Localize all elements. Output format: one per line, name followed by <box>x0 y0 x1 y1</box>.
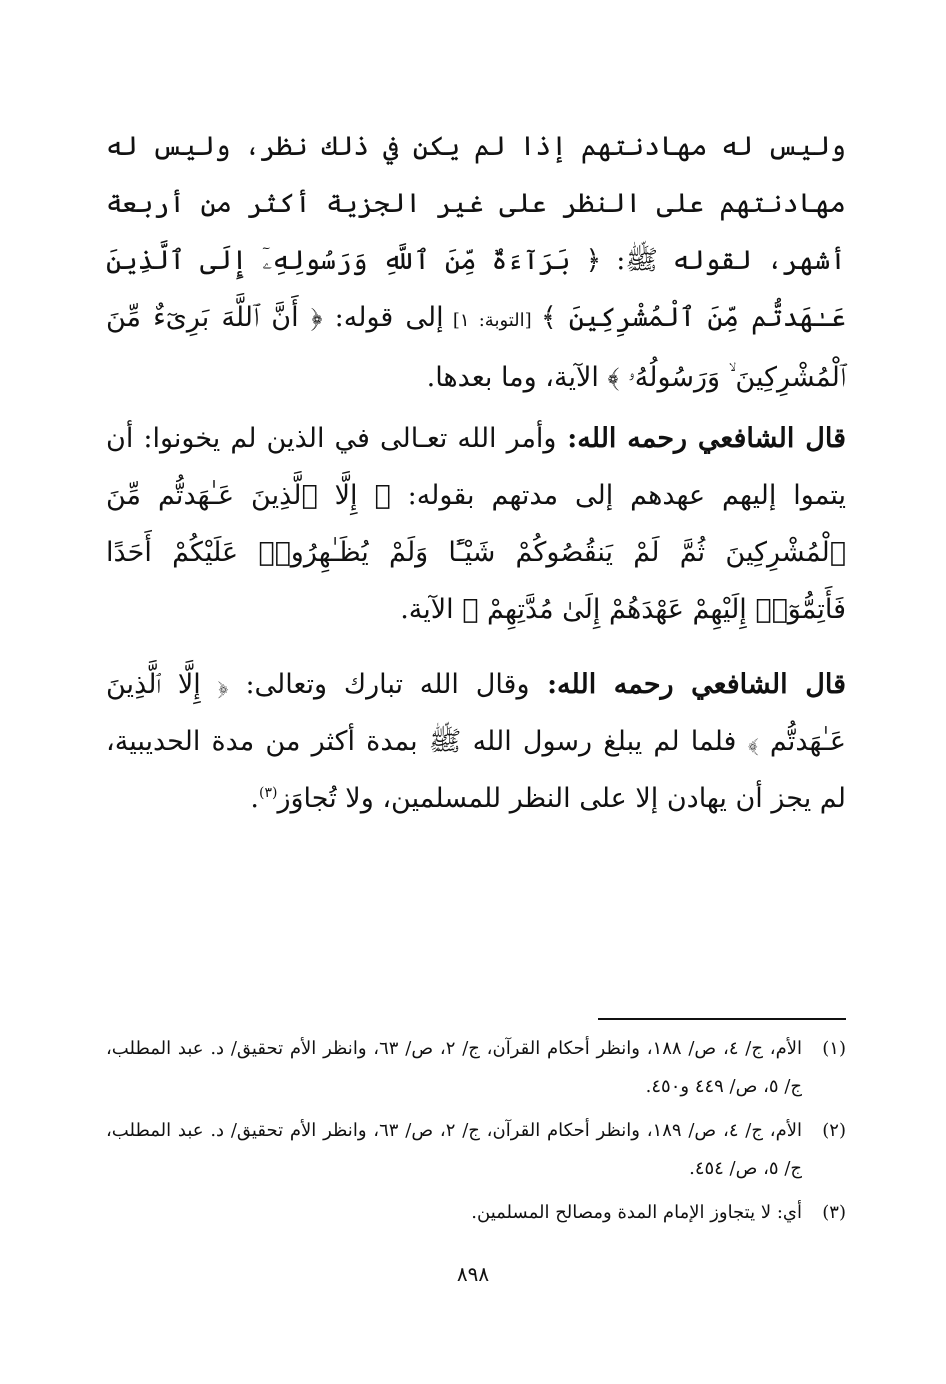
paragraph-2-lead: قال الشافعي رحمه الله: <box>556 423 846 454</box>
paragraph-3-end: . <box>250 783 259 814</box>
quran-quote-3: ﴿ إِلَّا ٱلَّذِينَ عَـٰهَدتُّم مِّنَ ٱلْمُشْرِكِينَ ثُمَّ لَمْ يَنقُصُوكُمْ شَيْـًٔا وَلَمْ يُظَـٰهِرُوا۟ عَلَيْكُمْ أَحَدًا فَأَتِمُّوٓا۟ إِلَيْهِمْ عَهْدَهُمْ إِلَىٰ مُدَّتِهِمْ ﴾ <box>106 480 846 625</box>
quran-quote-2: ﴿ أَنَّ ٱللَّهَ بَرِىٓءٌ مِّنَ ٱلْمُشْرِكِينَ ۙ وَرَسُولُهُۥ ﴾ <box>106 302 846 393</box>
footnote-item <box>106 1030 846 1106</box>
footnote-item <box>106 1194 846 1232</box>
footnote-text: الأم، ج/ ٤، ص/ ١٨٩، وانظر أحكام القرآن، ج/ ٢، ص/ ٦٣، وانظر الأم تحقيق/ د. عبد المطلب، ج/ ٥، ص/ ٤٥٤. <box>106 1120 802 1179</box>
paragraph-2-text-2: الآية. <box>400 594 463 625</box>
footnote-text: أي: لا يتجاوز الإمام المدة ومصالح المسلمين. <box>471 1202 802 1223</box>
paragraph-3 <box>106 656 846 827</box>
footnote-ref-3: (٣) <box>259 785 278 801</box>
paragraph-2 <box>106 410 846 638</box>
quran-quote-4: ﴿ إِلَّا ٱلَّذِينَ عَـٰهَدتُّم ﴾ <box>106 669 846 757</box>
paragraph-2-text-1: وأمر الله تعـالى في الذين لم يخونوا: أن يتموا إليهم عهدهم إلى مدتهم بقوله: <box>106 423 846 511</box>
footnote-text: الأم، ج/ ٤، ص/ ١٨٨، وانظر أحكام القرآن، ج/ ٢، ص/ ٦٣، وانظر الأم تحقيق/ د. عبد المطلب، ج/ ٥، ص/ ٤٤٩ و٤٥٠. <box>106 1038 802 1097</box>
paragraph-3-lead: قال الشافعي رحمه الله: <box>529 669 846 700</box>
paragraph-3-text-1: وقال الله تبارك وتعالى: <box>228 669 530 700</box>
footnote-separator <box>598 1018 846 1020</box>
paragraph-3-text-2: فلما لم يبلغ رسول الله ﷺ بمدة أكثر من مدة الحديبية، لم يجز أن يهادن إلا على النظر للمسلمين، ولا تُجاوَز <box>106 726 846 814</box>
footnotes <box>106 1030 846 1238</box>
footnote-number: (١) <box>822 1038 846 1059</box>
footnote-item <box>106 1112 846 1188</box>
paragraph-1-text-1: وليس له مهادنتهم إذا لم يكن في ذلك نظر، وليس له مهادنتهم على النظر على غير الجزية أكثر من أربعة أشهر، لقوله ﷺ: <box>106 131 846 276</box>
paragraph-1 <box>106 118 846 406</box>
quran-reference-1: [التوبة: ١] <box>443 310 541 331</box>
footnote-number: (٢) <box>822 1120 846 1141</box>
footnote-number: (٣) <box>822 1202 846 1223</box>
paragraph-1-text-2: إلى قوله: <box>322 302 444 333</box>
page-number: ٨٩٨ <box>456 1262 490 1286</box>
paragraph-1-text-3: الآية، وما بعدها. <box>426 362 608 393</box>
quran-quote-1: ﴿ بَرَآءَةٌ مِّنَ ٱللَّهِ وَرَسُولِهِۦٓ إِلَى ٱلَّذِينَ عَـٰهَدتُّم مِّنَ ٱلْمُشْرِكِينَ ﴾ <box>106 245 847 333</box>
